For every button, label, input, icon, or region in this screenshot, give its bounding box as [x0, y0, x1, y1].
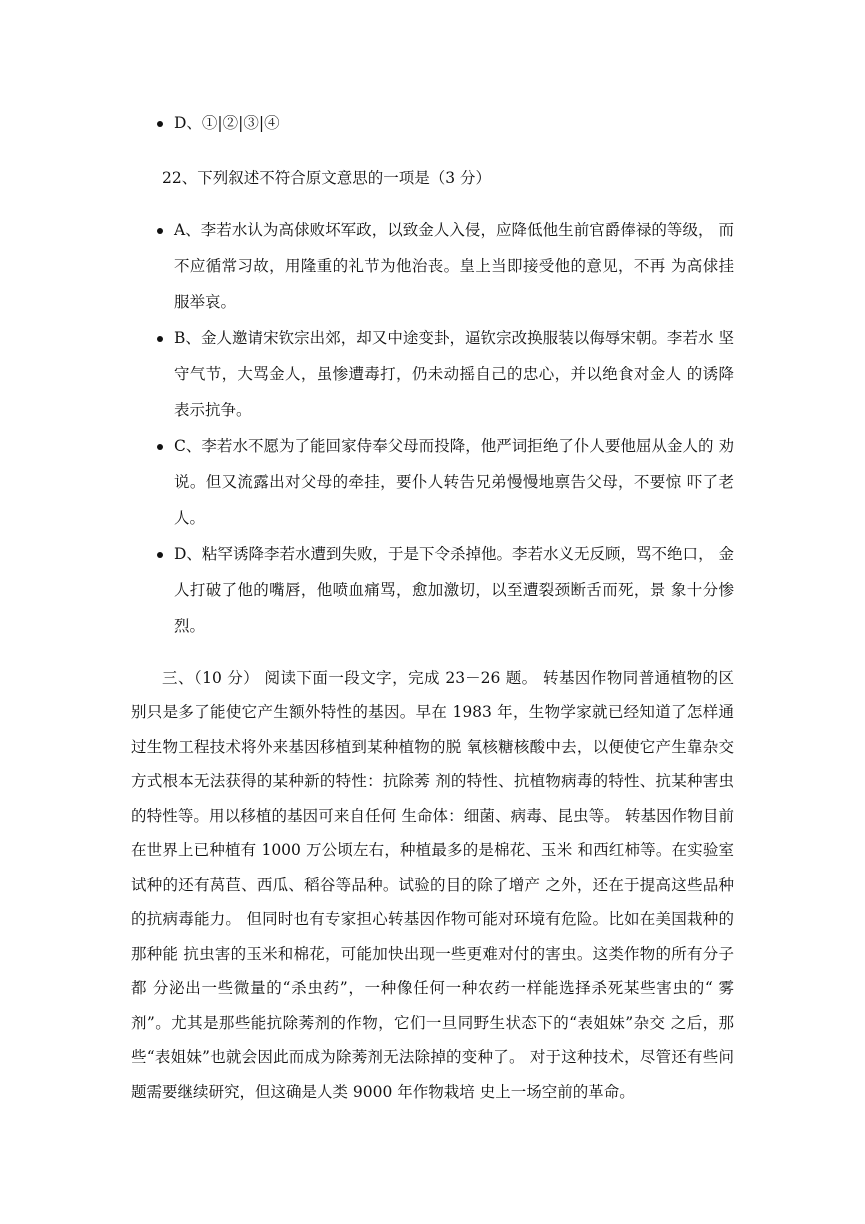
section-3-passage: 三、（10 分） 阅读下面一段文字，完成 23－26 题。 转基因作物同普通植物的区别只是多了能使它产生额外特性的基因。早在 1983 年，生物学家就已经知道了怎样通过生物工程技术将外来基因移植到某种植物的脱 氧核糖核酸中去，以便使它产生靠杂交方式根本无法获得的某种新的特性：抗除莠 剂的特性、抗植物病毒的特性、抗某种害虫的特性等。用以移植的基因可来自任何 生命体：细菌、病毒、昆虫等。 转基因作物目前在世界上已种植有 1000 万公顷左右，种植最多的是棉花、玉米 和西红柿等。在实验室试种的还有莴苣、西瓜、稻谷等品种。试验的目的除了增产 之外，还在于提高这些品种的抗病毒能力。 但同时也有专家担心转基因作物可能对环境有危险。比如在美国栽种的那种能 抗虫害的玉米和棉花，可能加快出现一些更难对付的害虫。这类作物的所有分子都 分泌出一些微量的“杀虫药”，一种像任何一种农药一样能选择杀死某些害虫的“ 雾剂”。尤其是那些能抗除莠剂的作物，它们一旦同野生状态下的“表姐妹”杂交 之后，那些“表姐妹”也就会因此而成为除莠剂无法除掉的变种了。 对于这种技术，尽管还有些问题需要继续研究，但这确是人类 9000 年作物栽培 史上一场空前的革命。 — [131, 668, 734, 1101]
question-22-options — [0, 212, 734, 644]
bullet-dot — [157, 336, 163, 342]
question-22-title: 22、下列叙述不符合原文意思的一项是（3 分） — [162, 169, 492, 187]
option-c — [0, 428, 734, 536]
bullet-dot — [157, 552, 163, 558]
option-text: A、李若水认为高俅败坏军政，以致金人入侵，应降低他生前官爵俸禄的等级， 而不应循常习故，用隆重的礼节为他治丧。皇上当即接受他的意见，不再 为高俅挂服举哀。 — [174, 221, 734, 311]
option-d-previous — [0, 105, 734, 141]
option-text: C、李若水不愿为了能回家侍奉父母而投降，他严词拒绝了仆人要他屈从金人的 劝说。但又流露出对父母的牵挂，要仆人转告兄弟慢慢地禀告父母，不要惊 吓了老人。 — [174, 437, 734, 527]
option-a — [0, 212, 734, 320]
option-text: D、粘罕诱降李若水遭到失败，于是下令杀掉他。李若水义无反顾，骂不绝口， 金人打破了他的嘴唇，他喷血痛骂，愈加激切，以至遭裂颈断舌而死，景 象十分惨烈。 — [174, 545, 734, 635]
bullet-dot — [157, 444, 163, 450]
previous-question-options — [0, 105, 734, 141]
option-text: D、①|②|③|④ — [174, 114, 280, 132]
bullet-dot — [157, 228, 163, 234]
option-b — [0, 320, 734, 428]
bullet-dot — [157, 121, 163, 127]
option-d — [0, 536, 734, 644]
option-text: B、金人邀请宋钦宗出郊，却又中途变卦，逼钦宗改换服装以侮辱宋朝。李若水 坚守气节，大骂金人，虽惨遭毒打，仍未动摇自己的忠心，并以绝食对金人 的诱降表示抗争。 — [174, 329, 734, 419]
